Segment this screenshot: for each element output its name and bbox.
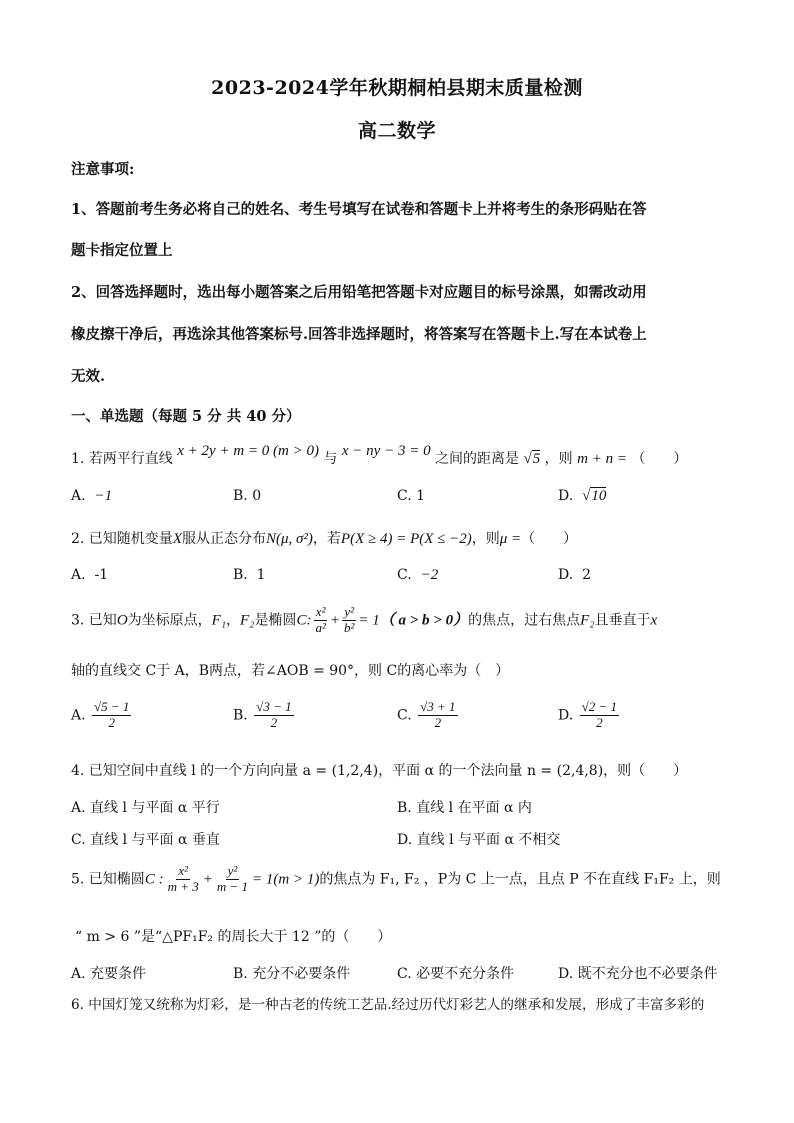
q1-option-c[interactable] [397,488,425,504]
option-label: B. [233,567,248,583]
q2-variable: X [172,531,182,547]
q3-equals-one: = 1 [358,612,380,629]
q5-line2: “ m > 6 ”是“△PF₁F₂ 的周长大于 12 ”的（ ） [75,929,392,945]
option-label: B. [233,488,248,504]
fraction-numerator: √3 − 1 [256,699,292,714]
notes-item2-line1: 2、回答选择题时，选出每小题答案之后用铅笔把答题卡对应题目的标号涂黑，如需改动用 [71,284,647,301]
fraction-denominator: 2 [596,714,603,730]
question-2 [71,528,577,548]
fraction-denominator: m + 3 [167,878,199,894]
q3-frac-y [342,605,356,636]
option-value: 10 [591,488,607,504]
q3-option-d[interactable] [558,700,621,731]
notes-heading: 注意事项: [71,161,135,178]
option-value: 充分不必要条件 [252,966,351,982]
q3-option-c[interactable] [397,700,460,731]
q1-line1-equation: x + 2y + m = 0 (m > 0) [177,443,319,459]
option-value: 1 [256,567,266,583]
option-label: C. [397,707,412,724]
q5-stem-a: 5. 已知椭圆 [71,871,145,888]
question-3 [71,605,657,636]
option-label: D. [397,832,413,848]
option-label: A. [71,800,86,816]
option-label: C. [397,966,412,982]
fraction-numerator: y² [227,863,238,878]
q4-option-c[interactable] [71,829,220,849]
q2-option-d[interactable] [558,567,591,583]
fraction-denominator: a² [315,619,326,635]
fraction-numerator: x² [178,863,188,878]
option-label: C. [71,832,86,848]
fraction-numerator: √5 − 1 [94,699,130,714]
notes-item2-line2: 橡皮擦干净后，再选涂其他答案标号.回答非选择题时，将答案写在答题卡上.写在本试卷上 [71,326,647,343]
option-label: C. [397,567,412,583]
q5-frac-x [166,864,201,895]
fraction-denominator: 2 [270,714,278,730]
q3-line2: 轴的直线交 C于 A，B两点，若∠AOB = 90°，则 C的离心率为（ ） [71,663,510,679]
question-6: 6. 中国灯笼又统称为灯彩，是一种古老的传统工艺品.经过历代灯彩艺人的继承和发展，形成了丰富多彩的 [71,997,705,1013]
option-fraction [92,700,131,731]
option-value: 既不充分也不必要条件 [577,966,718,982]
q3-option-b[interactable] [233,700,296,731]
q1-ask: m + n = [577,451,627,467]
q2-option-a[interactable] [71,567,108,583]
option-value: -1 [94,567,109,583]
q3-origin: O [116,612,128,629]
exam-subtitle: 高二数学 [357,120,436,142]
option-fraction [418,700,457,731]
option-value: 2 [582,567,592,583]
q4-option-d[interactable] [397,829,560,849]
q2-ask: μ = [499,531,522,547]
option-value: 1 [416,488,426,504]
notes-item2-line3: 无效. [71,368,106,385]
q1-distance: √5 [523,451,541,467]
q2-stem-d: ，则 [471,531,500,547]
q2-stem-c: ，若 [312,531,341,547]
q5-ellipse-name: C : [144,871,164,888]
q2-condition: P(X ≥ 4) = P(X ≤ −2) [340,531,472,547]
option-label: A. [71,488,86,504]
q1-option-a[interactable] [71,488,112,505]
option-label: A. [71,707,86,724]
q3-frac-x [313,605,327,636]
option-label: B. [233,707,248,724]
q3-stem-b: 为坐标原点， [127,612,212,629]
q1-option-d[interactable]: D. √10 [558,488,607,504]
option-value: 0 [252,488,262,504]
option-value: −2 [420,567,439,583]
q3-plus: + [329,612,340,629]
section-heading: 一、单选题（每题 5 分 共 40 分） [71,408,301,425]
q1-line2-equation: x − ny − 3 = 0 [341,443,431,459]
option-value: −1 [94,488,113,504]
option-label: A. [71,966,86,982]
q3-stem-e: 且垂直于 [594,612,651,629]
option-value: 直线 l 在平面 α 内 [416,800,532,816]
q3-separator: ， [226,612,241,629]
option-label: D. [558,966,574,982]
option-value: 直线 l 与平面 α 不相交 [416,832,561,848]
option-label: D. [558,567,574,583]
option-value: 直线 l 与平面 α 平行 [90,800,220,816]
q3-ellipse-name: C: [296,612,312,629]
q3-condition: （ a > b > 0） [379,612,469,629]
q2-option-b[interactable] [233,567,266,583]
q3-focus-2: F₂ [240,612,255,629]
option-label: D. [558,488,574,504]
q1-stem-d: ，则 [544,451,573,467]
q2-option-c[interactable] [397,567,438,584]
q3-stem-c: 是椭圆 [254,612,297,629]
q3-stem-d: 的焦点，过右焦点 [468,612,581,629]
fraction-numerator: y² [344,604,354,619]
q1-distance-value: 5 [532,451,541,467]
q1-option-b[interactable] [233,488,261,504]
fraction-denominator: m − 1 [216,878,249,894]
notes-item1-line1: 1、答题前考生务必将自己的姓名、考生号填写在试卷和答题卡上并将考生的条形码贴在答 [71,201,647,218]
option-value: 充要条件 [90,966,147,982]
option-label: B. [233,966,248,982]
option-value: 直线 l 与平面 α 垂直 [90,832,220,848]
fraction-denominator: 2 [108,714,115,730]
exam-title: 2023-2024学年秋期桐柏县期末质量检测 [211,77,583,99]
fraction-numerator: √2 − 1 [581,699,618,714]
option-label: C. [397,488,412,504]
fraction-denominator: b² [343,619,355,635]
q5-equals-one: = 1(m > 1) [252,871,320,888]
q3-focus-2b: F₂ [580,612,595,629]
q4-option-a[interactable] [71,797,220,817]
option-value: 必要不充分条件 [416,966,515,982]
option-label: D. [558,707,574,724]
option-label: B. [397,800,412,816]
q4-option-b[interactable] [397,797,532,817]
q5-plus: + [202,871,213,888]
fraction-numerator: √3 + 1 [420,699,456,714]
q2-stem-b: 服从正态分布 [181,531,266,547]
q2-stem-a: 2. 已知随机变量 [71,531,173,547]
fraction-numerator: x² [315,604,326,619]
q5-stem-b: 的焦点为 F₁, F₂ ，P为 C 上一点，且点 P 不在直线 F₁F₂ 上，则 [319,871,721,888]
fraction-denominator: 2 [434,714,442,730]
question-4: 4. 已知空间中直线 l 的一个方向向量 a = (1,2,4)，平面 α 的一个法向量 n = (2,4,8)，则（ ） [71,763,688,779]
q3-x-axis: x [650,612,658,629]
q1-stem-b: 与 [323,451,338,467]
q2-stem-e: （ ） [521,531,578,547]
q5-option-b[interactable] [233,963,350,983]
q3-option-a[interactable] [71,700,133,731]
q1-stem-e: （ ） [631,451,688,467]
question-5 [71,864,721,895]
q3-focus-1: F₁ [211,612,227,629]
option-fraction [254,700,293,731]
q5-option-c[interactable] [397,963,514,983]
q5-option-d[interactable] [558,963,718,983]
option-label: A. [71,567,86,583]
notes-item1-line2: 题卡指定位置上 [71,242,173,259]
q1-stem-a: 1. 若两平行直线 [71,451,173,467]
q2-distribution: N(μ, σ²) [265,531,313,547]
q5-option-a[interactable] [71,963,146,983]
option-fraction [580,700,619,731]
question-1 [71,443,688,468]
q3-stem-a: 3. 已知 [71,612,117,629]
q1-stem-c: 之间的距离是 [435,451,520,467]
q5-frac-y [215,864,250,895]
